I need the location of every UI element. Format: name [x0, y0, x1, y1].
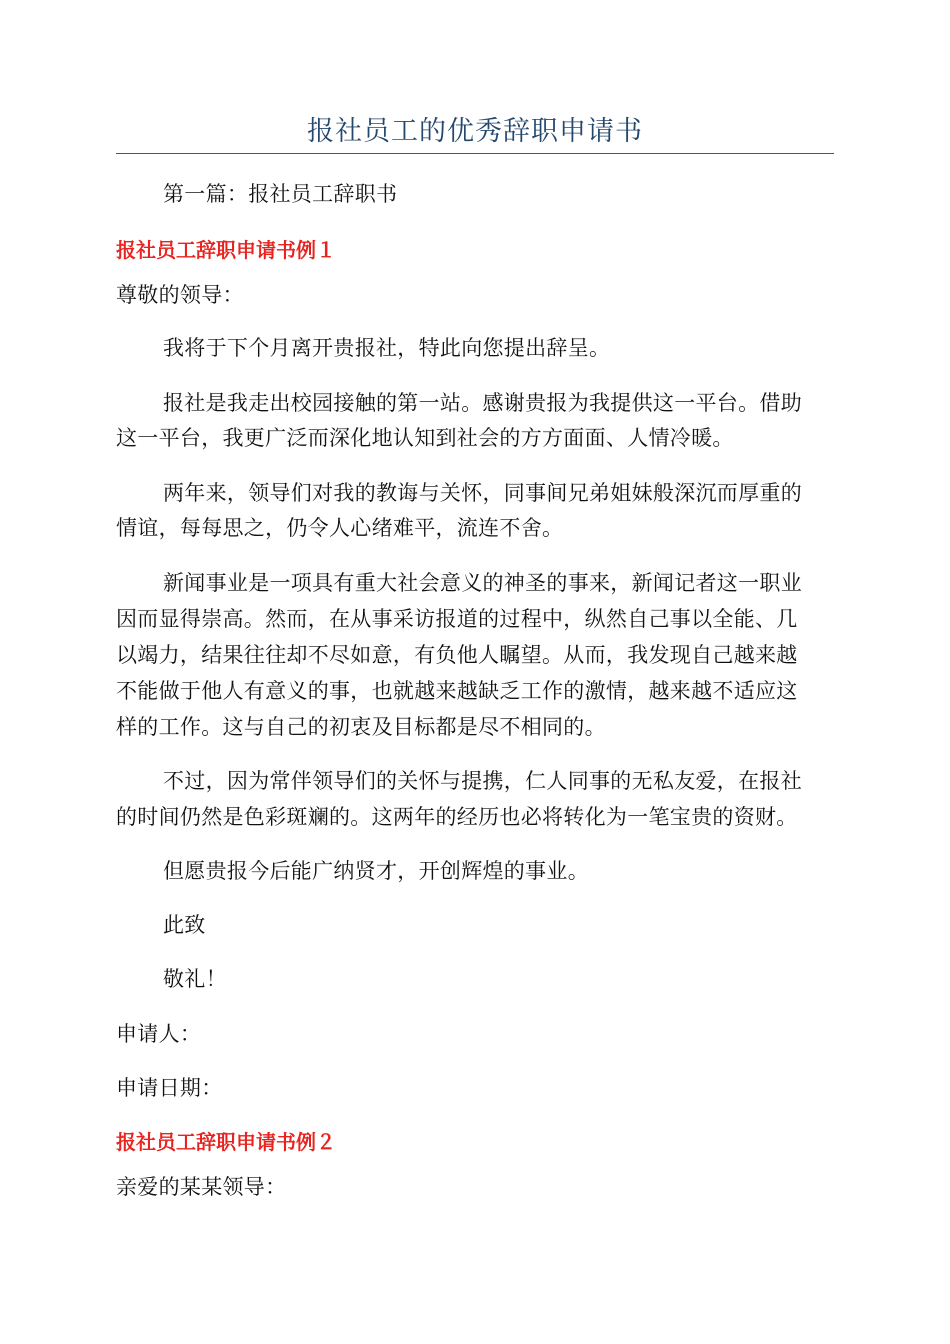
title-underline — [116, 153, 834, 154]
paragraph-line: 但愿贵报今后能广纳贤才，开创辉煌的事业。 — [163, 859, 589, 883]
paragraph-line: 不能做于他人有意义的事，也就越来越缺乏工作的激情，越来越不适应这 — [116, 679, 798, 703]
section-label: 第一篇：报社员工辞职书 — [163, 182, 398, 206]
paragraph-line: 新闻事业是一项具有重大社会意义的神圣的事来，新闻记者这一职业 — [163, 571, 802, 595]
paragraph-line: 样的工作。这与自己的初衷及目标都是尽不相同的。 — [116, 715, 606, 739]
paragraph-line: 不过，因为常伴领导们的关怀与提携，仁人同事的无私友爱，在报社 — [163, 769, 802, 793]
closing-salute: 敬礼！ — [163, 967, 227, 991]
example1-heading: 报社员工辞职申请书例１ — [116, 238, 336, 262]
date-label: 申请日期： — [116, 1076, 223, 1100]
paragraph-line: 的时间仍然是色彩斑斓的。这两年的经历也必将转化为一笔宝贵的资财。 — [116, 805, 798, 829]
paragraph-line: 两年来，领导们对我的教诲与关怀，同事间兄弟姐妹般深沉而厚重的 — [163, 481, 802, 505]
paragraph-line: 因而显得崇高。然而，在从事采访报道的过程中，纵然自己事以全能、几 — [116, 607, 798, 631]
example2-heading: 报社员工辞职申请书例２ — [116, 1130, 336, 1154]
applicant-label: 申请人： — [116, 1022, 202, 1046]
document-title: 报社员工的优秀辞职申请书 — [307, 116, 643, 147]
closing-line: 此致 — [163, 913, 206, 937]
paragraph-line: 情谊，每每思之，仍令人心绪难平，流连不舍。 — [116, 516, 564, 540]
example1-salutation: 尊敬的领导： — [116, 283, 244, 307]
example2-salutation: 亲爱的某某领导： — [116, 1175, 287, 1199]
paragraph-line: 报社是我走出校园接触的第一站。感谢贵报为我提供这一平台。借助 — [163, 391, 802, 415]
paragraph-line: 我将于下个月离开贵报社，特此向您提出辞呈。 — [163, 336, 611, 360]
paragraph-line: 以竭力，结果往往却不尽如意，有负他人瞩望。从而，我发现自己越来越 — [116, 643, 798, 667]
paragraph-line: 这一平台，我更广泛而深化地认知到社会的方方面面、人情冷暖。 — [116, 426, 734, 450]
